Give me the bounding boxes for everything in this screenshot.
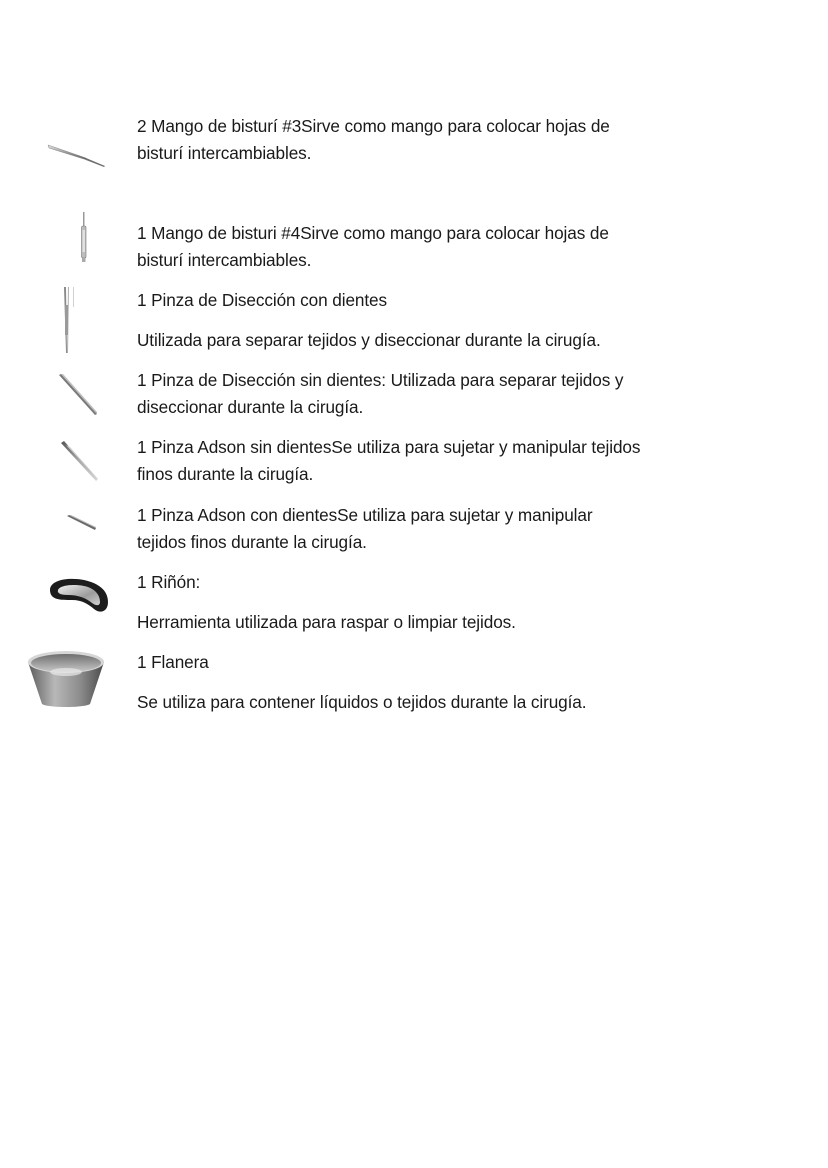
item-8-line-2: Se utiliza para contener líquidos o tejidos durante la cirugía. xyxy=(137,692,587,712)
item-2-line-2: bisturí intercambiables. xyxy=(137,250,312,270)
item-7-line-2: Herramienta utilizada para raspar o limpiar tejidos. xyxy=(137,612,516,632)
item-7-line-1: 1 Riñón: xyxy=(137,572,201,592)
adson-forceps-plain-icon xyxy=(60,441,100,483)
item-3-line-1: 1 Pinza de Disección con dientes xyxy=(137,290,387,310)
item-1-line-1: 2 Mango de bisturí #3Sirve como mango para colocar hojas de xyxy=(137,116,610,136)
item-3-line-2: Utilizada para separar tejidos y diseccionar durante la cirugía. xyxy=(137,330,601,350)
item-5-line-2: finos durante la cirugía. xyxy=(137,464,314,484)
dissection-forceps-plain-icon xyxy=(57,373,99,417)
scalpel-handle-3-icon xyxy=(46,140,108,170)
item-5-line-1: 1 Pinza Adson sin dientesSe utiliza para sujetar y manipular tejidos xyxy=(137,437,641,457)
kidney-dish-icon xyxy=(46,576,110,616)
item-8-line-1: 1 Flanera xyxy=(137,652,209,672)
item-4-line-2: diseccionar durante la cirugía. xyxy=(137,397,364,417)
dissection-forceps-toothed-icon xyxy=(60,285,76,355)
adson-forceps-toothed-icon xyxy=(66,514,98,532)
item-6-line-1: 1 Pinza Adson con dientesSe utiliza para sujetar y manipular xyxy=(137,505,593,525)
item-6-line-2: tejidos finos durante la cirugía. xyxy=(137,532,367,552)
item-1-line-2: bisturí intercambiables. xyxy=(137,143,312,163)
steel-bowl-icon xyxy=(26,648,106,710)
item-2-line-1: 1 Mango de bisturi #4Sirve como mango para colocar hojas de xyxy=(137,223,609,243)
item-4-line-1: 1 Pinza de Disección sin dientes: Utilizada para separar tejidos y xyxy=(137,370,624,390)
scalpel-handle-4-icon xyxy=(79,212,89,264)
